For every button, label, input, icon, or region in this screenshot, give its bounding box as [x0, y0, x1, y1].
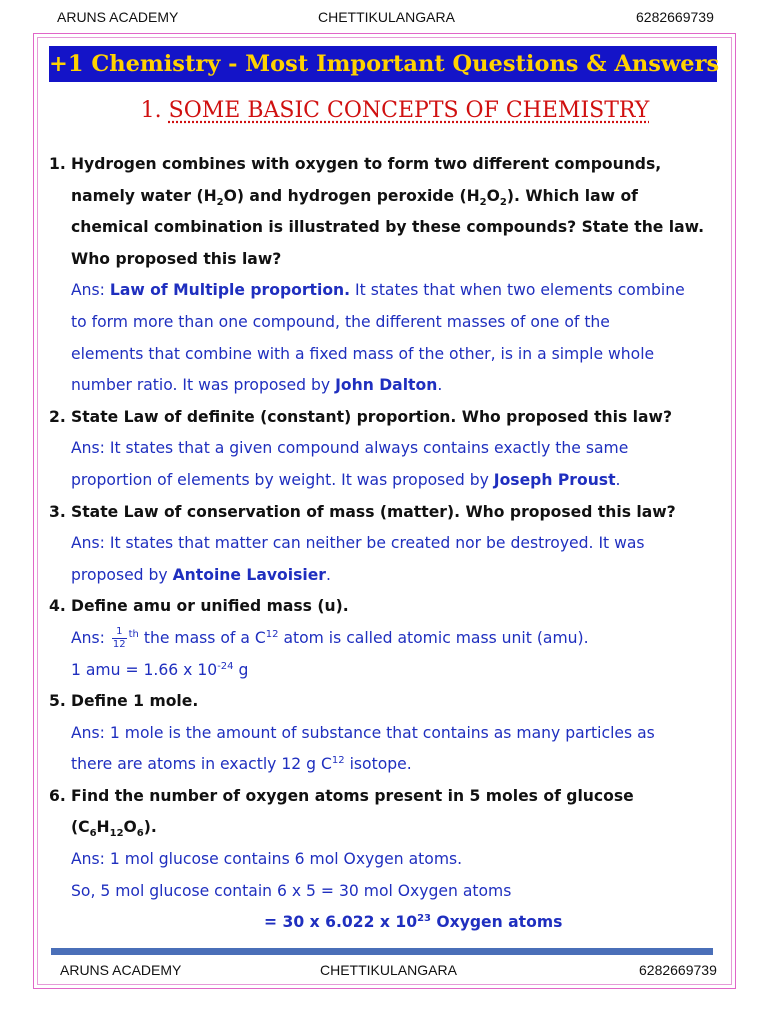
- question-number: 5.: [49, 692, 66, 711]
- question-number: 6.: [49, 786, 66, 805]
- scientist-name: Antoine Lavoisier: [172, 565, 326, 584]
- question-text-line: Find the number of oxygen atoms present in 5 moles of glucose: [71, 786, 634, 805]
- page-header: [0, 9, 768, 29]
- footer-academy: ARUNS ACADEMY: [60, 962, 182, 978]
- header-phone: 6282669739: [636, 9, 714, 25]
- question-1: [49, 149, 739, 275]
- question-text-line: $(C_6H_{12}O_6)$.: [71, 818, 157, 840]
- scientist-name: Joseph Proust: [493, 470, 616, 489]
- question-number: 3.: [49, 502, 66, 521]
- question-number: 1.: [49, 155, 66, 173]
- question-text-line: chemical combination is illustrated by these compounds? State the law.: [71, 218, 705, 237]
- header-location: CHETTIKULANGARA: [318, 9, 455, 25]
- chapter-title: SOME BASIC CONCEPTS OF CHEMISTRY: [168, 98, 650, 123]
- chapter-number: 1.: [140, 98, 162, 123]
- answer-keyword: Law of Multiple proportion.: [109, 281, 351, 300]
- chapter-heading: [0, 98, 768, 123]
- question-number: 2.: [49, 407, 66, 426]
- footer-location: CHETTIKULANGARA: [320, 962, 457, 978]
- title-banner: +1 Chemistry - Most Important Questions & Answers: [49, 46, 717, 82]
- answer-2: Ans: It states that a given compound always contains exactly the same proportion of elements by weight. It was proposed by Joseph Proust.: [71, 439, 629, 489]
- footer-rule: [51, 948, 713, 955]
- question-3: [49, 497, 739, 529]
- header-academy: ARUNS ACADEMY: [57, 9, 179, 25]
- question-text-line: State Law of conservation of mass (matter). Who proposed this law?: [71, 502, 676, 521]
- question-text-line: namely water $(H_2O)$ and hydrogen peroxide $(H_2O_2)$. Which law of: [71, 186, 638, 208]
- question-5: [49, 686, 739, 718]
- answer-5: Ans: 1 mole is the amount of substance that contains as many particles as there are atoms in exactly 12 g $C^{12}$ isotope.: [71, 723, 655, 774]
- question-6: [49, 781, 739, 844]
- question-4: [49, 591, 739, 623]
- question-text-line: Hydrogen combines with oxygen to form two different compounds,: [71, 155, 662, 173]
- question-text-line: State Law of definite (constant) proportion. Who proposed this law?: [71, 407, 673, 426]
- question-number: 4.: [49, 597, 66, 616]
- footer-phone: 6282669739: [639, 962, 717, 978]
- final-result: = 30 x 6.022 x $10^{23}$ Oxygen atoms: [264, 913, 563, 932]
- answer-1: Ans: Law of Multiple proportion. It states that when two elements combine to form more than one compound, the different masses of one of the elements that combine with a fixed mass of the other, is in a simple whole number ratio. It was proposed by John Dalton.: [71, 281, 685, 395]
- fraction-one-twelfth: $\frac{1}{12}$: [112, 625, 126, 650]
- question-text-line: Define 1 mole.: [71, 692, 199, 711]
- question-text-line: Define amu or unified mass (u).: [71, 597, 349, 616]
- answer-4: Ans: $\frac{1}{12}$ $^{th}$ the mass of a $C^{12}$ atom is called atomic mass unit (amu). 1 amu = 1.66 x $10^{-24}$ g: [71, 625, 589, 679]
- question-2: [49, 402, 739, 434]
- answer-3: Ans: It states that matter can neither be created nor be destroyed. It was proposed by Antoine Lavoisier.: [71, 534, 645, 584]
- answer-6: Ans: 1 mol glucose contains 6 mol Oxygen atoms. So, 5 mol glucose contain 6 x 5 = 30 mol Oxygen atoms: [71, 850, 512, 900]
- question-text-line: Who proposed this law?: [71, 249, 282, 268]
- page-footer: [0, 962, 768, 982]
- scientist-name: John Dalton: [335, 376, 438, 395]
- questions-body: [49, 149, 739, 939]
